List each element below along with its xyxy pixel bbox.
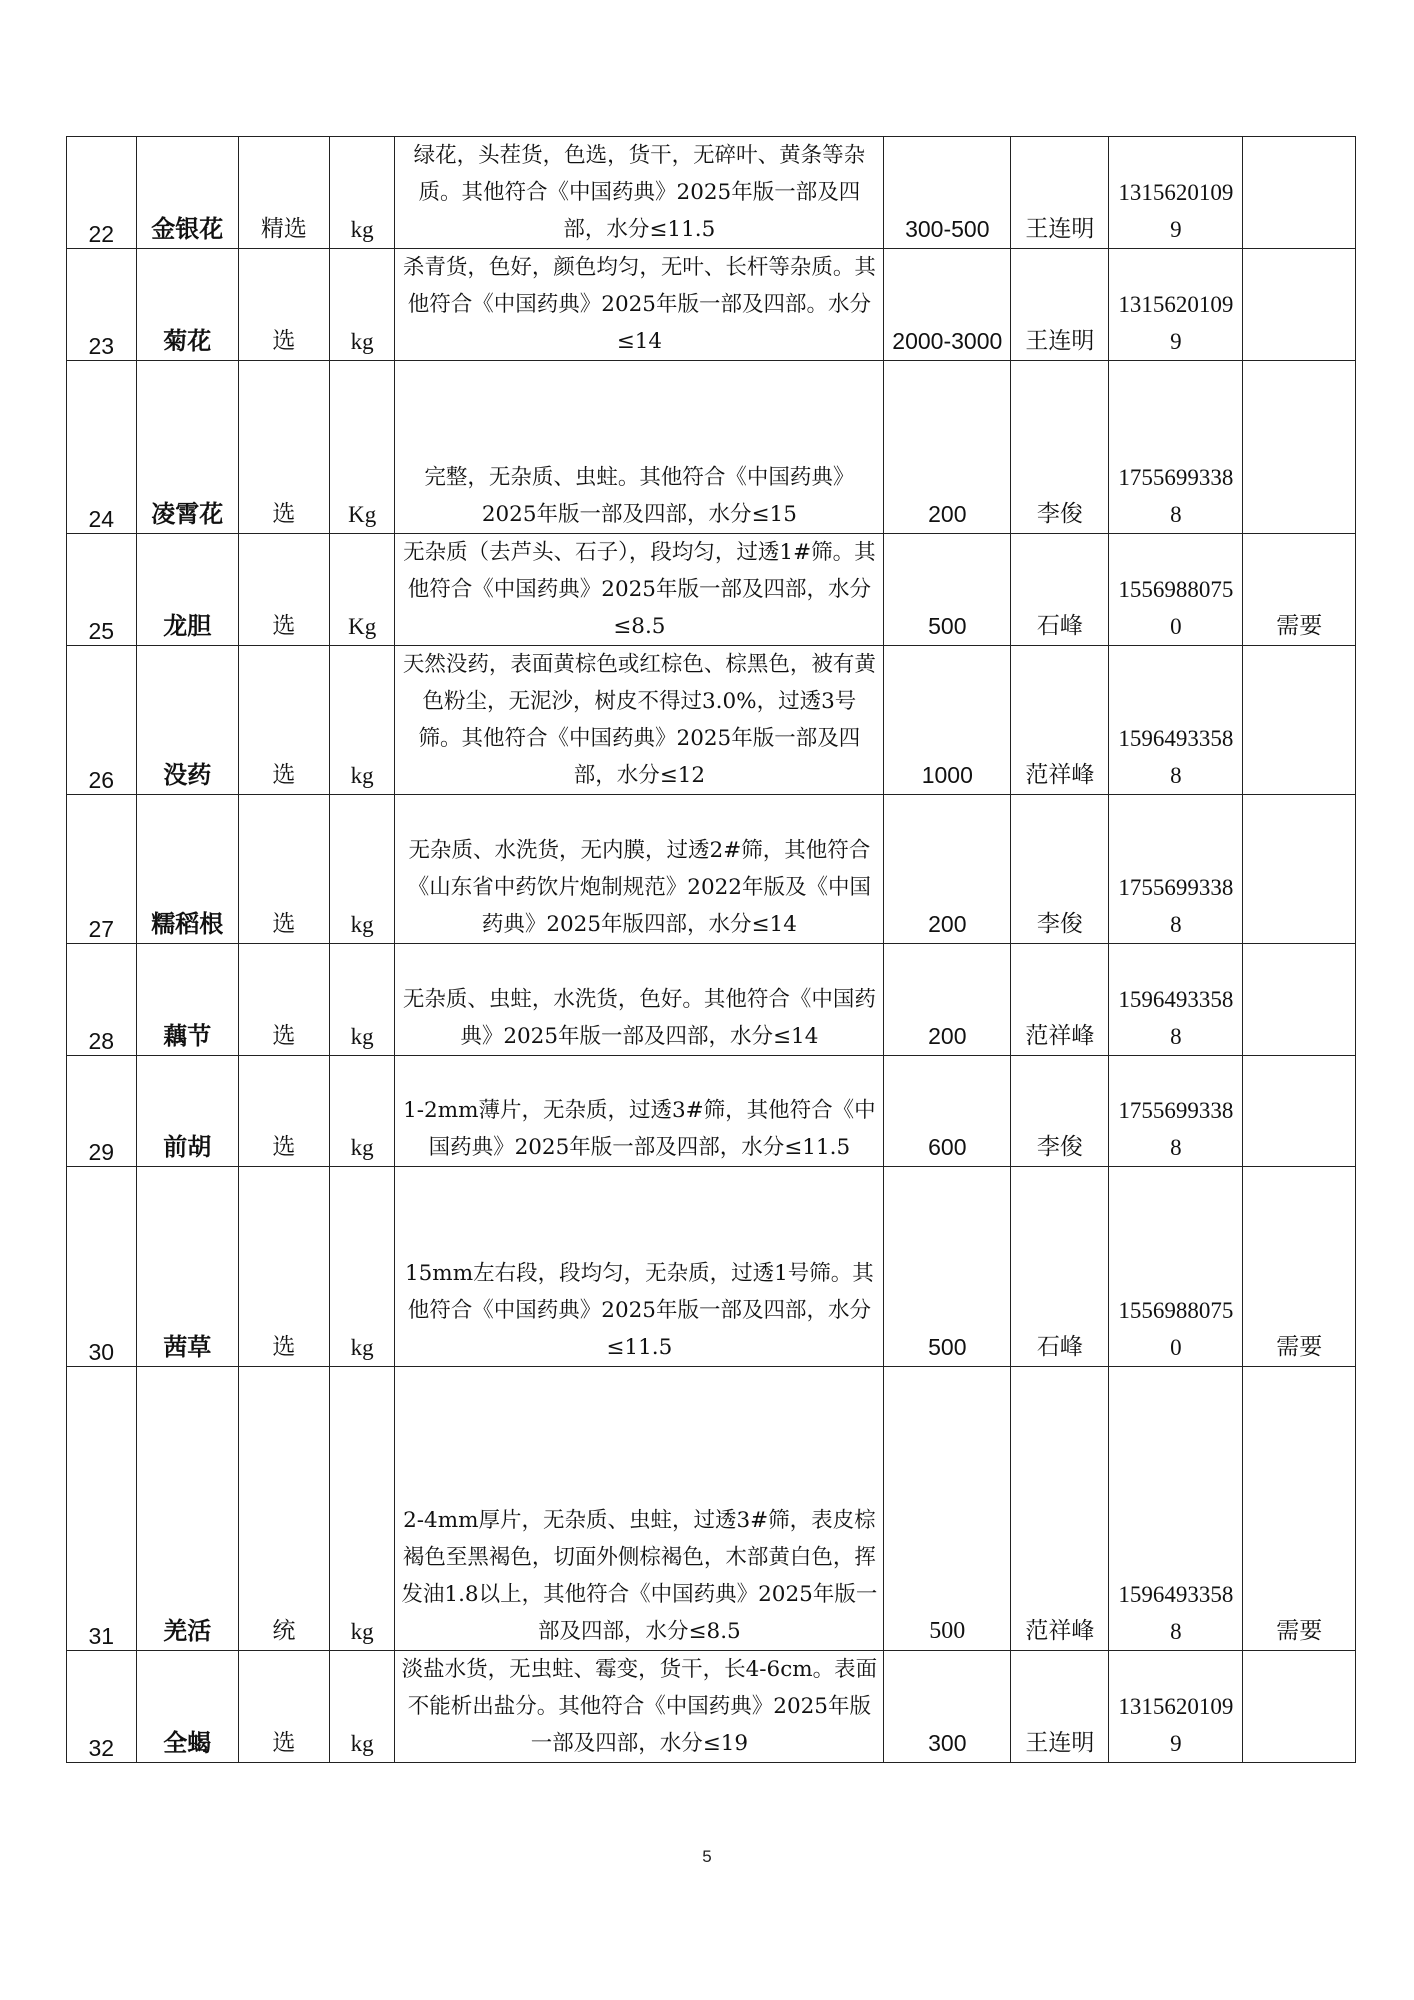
unit: kg <box>329 249 394 361</box>
contact-phone: 17556993388 <box>1109 361 1243 534</box>
quality-requirement: 杀青货，色好，颜色均匀，无叶、长杆等杂质。其他符合《中国药典》2025年版一部及四部。水分≤14 <box>395 249 884 361</box>
quantity: 500 <box>884 534 1011 646</box>
unit: kg <box>329 646 394 795</box>
quality-requirement: 无杂质、水洗货，无内膜，过透2#筛，其他符合《山东省中药饮片炮制规范》2022年版及《中国药典》2025年版四部，水分≤14 <box>395 795 884 944</box>
contact-phone: 17556993388 <box>1109 795 1243 944</box>
herb-name: 菊花 <box>136 249 238 361</box>
quality-requirement: 2-4mm厚片，无杂质、虫蛀，过透3#筛，表皮棕褐色至黑褐色，切面外侧棕褐色，木部黄白色，挥发油1.8以上，其他符合《中国药典》2025年版一部及四部，水分≤8.5 <box>395 1367 884 1651</box>
quantity: 500 <box>884 1167 1011 1367</box>
contact-person: 李俊 <box>1011 1056 1109 1167</box>
grade: 选 <box>238 361 329 534</box>
quantity: 600 <box>884 1056 1011 1167</box>
contact-person: 王连明 <box>1011 1651 1109 1763</box>
quantity: 2000-3000 <box>884 249 1011 361</box>
unit: Kg <box>329 361 394 534</box>
contact-phone: 15964933588 <box>1109 1367 1243 1651</box>
quantity: 300-500 <box>884 137 1011 249</box>
need-flag <box>1243 646 1356 795</box>
contact-person: 石峰 <box>1011 534 1109 646</box>
row-number: 31 <box>67 1367 137 1651</box>
row-number: 23 <box>67 249 137 361</box>
grade: 选 <box>238 1651 329 1763</box>
herb-name: 茜草 <box>136 1167 238 1367</box>
table-row <box>67 249 1356 361</box>
contact-person: 范祥峰 <box>1011 646 1109 795</box>
need-flag <box>1243 1651 1356 1763</box>
need-flag: 需要 <box>1243 534 1356 646</box>
quality-requirement: 天然没药，表面黄棕色或红棕色、棕黑色，被有黄色粉尘，无泥沙，树皮不得过3.0%，过透3号筛。其他符合《中国药典》2025年版一部及四部，水分≤12 <box>395 646 884 795</box>
herb-name: 凌霄花 <box>136 361 238 534</box>
grade: 选 <box>238 646 329 795</box>
need-flag <box>1243 1056 1356 1167</box>
table-row <box>67 795 1356 944</box>
table-row <box>67 1367 1356 1651</box>
grade: 精选 <box>238 137 329 249</box>
unit: kg <box>329 1367 394 1651</box>
herb-spec-table <box>66 136 1356 1763</box>
table-row <box>67 944 1356 1056</box>
grade: 选 <box>238 1056 329 1167</box>
herb-name: 藕节 <box>136 944 238 1056</box>
grade: 选 <box>238 795 329 944</box>
quality-requirement: 淡盐水货，无虫蛀、霉变，货干，长4-6cm。表面不能析出盐分。其他符合《中国药典》2025年版一部及四部，水分≤19 <box>395 1651 884 1763</box>
contact-phone: 15964933588 <box>1109 646 1243 795</box>
quantity: 200 <box>884 944 1011 1056</box>
quality-requirement: 完整，无杂质、虫蛀。其他符合《中国药典》2025年版一部及四部，水分≤15 <box>395 361 884 534</box>
quantity: 1000 <box>884 646 1011 795</box>
quantity: 500 <box>884 1367 1011 1651</box>
contact-person: 范祥峰 <box>1011 944 1109 1056</box>
unit: kg <box>329 1651 394 1763</box>
quantity: 300 <box>884 1651 1011 1763</box>
need-flag: 需要 <box>1243 1167 1356 1367</box>
page-number: 5 <box>702 1847 712 1866</box>
contact-phone: 17556993388 <box>1109 1056 1243 1167</box>
need-flag <box>1243 249 1356 361</box>
row-number: 26 <box>67 646 137 795</box>
herb-name: 龙胆 <box>136 534 238 646</box>
row-number: 27 <box>67 795 137 944</box>
table-row <box>67 1056 1356 1167</box>
quantity: 200 <box>884 795 1011 944</box>
contact-phone: 13156201099 <box>1109 249 1243 361</box>
contact-person: 王连明 <box>1011 249 1109 361</box>
quality-requirement: 无杂质（去芦头、石子），段均匀，过透1#筛。其他符合《中国药典》2025年版一部及四部，水分≤8.5 <box>395 534 884 646</box>
herb-name: 糯稻根 <box>136 795 238 944</box>
quantity: 200 <box>884 361 1011 534</box>
row-number: 24 <box>67 361 137 534</box>
quality-requirement: 15mm左右段，段均匀，无杂质，过透1号筛。其他符合《中国药典》2025年版一部及四部，水分≤11.5 <box>395 1167 884 1367</box>
grade: 选 <box>238 1167 329 1367</box>
table-row <box>67 646 1356 795</box>
herb-name: 全蝎 <box>136 1651 238 1763</box>
row-number: 30 <box>67 1167 137 1367</box>
table-row <box>67 534 1356 646</box>
need-flag <box>1243 137 1356 249</box>
quality-requirement: 无杂质、虫蛀，水洗货，色好。其他符合《中国药典》2025年版一部及四部，水分≤14 <box>395 944 884 1056</box>
herb-name: 前胡 <box>136 1056 238 1167</box>
need-flag <box>1243 944 1356 1056</box>
table-row <box>67 1167 1356 1367</box>
unit: kg <box>329 795 394 944</box>
unit: kg <box>329 1056 394 1167</box>
unit: kg <box>329 1167 394 1367</box>
contact-person: 范祥峰 <box>1011 1367 1109 1651</box>
table-row <box>67 361 1356 534</box>
need-flag <box>1243 361 1356 534</box>
table-row <box>67 1651 1356 1763</box>
contact-phone: 15964933588 <box>1109 944 1243 1056</box>
contact-phone: 15569880750 <box>1109 534 1243 646</box>
table-row <box>67 137 1356 249</box>
need-flag <box>1243 795 1356 944</box>
row-number: 25 <box>67 534 137 646</box>
contact-person: 王连明 <box>1011 137 1109 249</box>
quality-requirement: 绿花，头茬货，色选，货干，无碎叶、黄条等杂质。其他符合《中国药典》2025年版一部及四部，水分≤11.5 <box>395 137 884 249</box>
need-flag: 需要 <box>1243 1367 1356 1651</box>
contact-person: 李俊 <box>1011 361 1109 534</box>
contact-phone: 13156201099 <box>1109 137 1243 249</box>
grade: 选 <box>238 534 329 646</box>
row-number: 29 <box>67 1056 137 1167</box>
row-number: 32 <box>67 1651 137 1763</box>
contact-person: 李俊 <box>1011 795 1109 944</box>
herb-name: 羌活 <box>136 1367 238 1651</box>
row-number: 22 <box>67 137 137 249</box>
unit: kg <box>329 137 394 249</box>
row-number: 28 <box>67 944 137 1056</box>
unit: kg <box>329 944 394 1056</box>
unit: Kg <box>329 534 394 646</box>
grade: 选 <box>238 249 329 361</box>
herb-name: 金银花 <box>136 137 238 249</box>
contact-phone: 15569880750 <box>1109 1167 1243 1367</box>
grade: 选 <box>238 944 329 1056</box>
quality-requirement: 1-2mm薄片，无杂质，过透3#筛，其他符合《中国药典》2025年版一部及四部，水分≤11.5 <box>395 1056 884 1167</box>
contact-person: 石峰 <box>1011 1167 1109 1367</box>
herb-name: 没药 <box>136 646 238 795</box>
grade: 统 <box>238 1367 329 1651</box>
contact-phone: 13156201099 <box>1109 1651 1243 1763</box>
